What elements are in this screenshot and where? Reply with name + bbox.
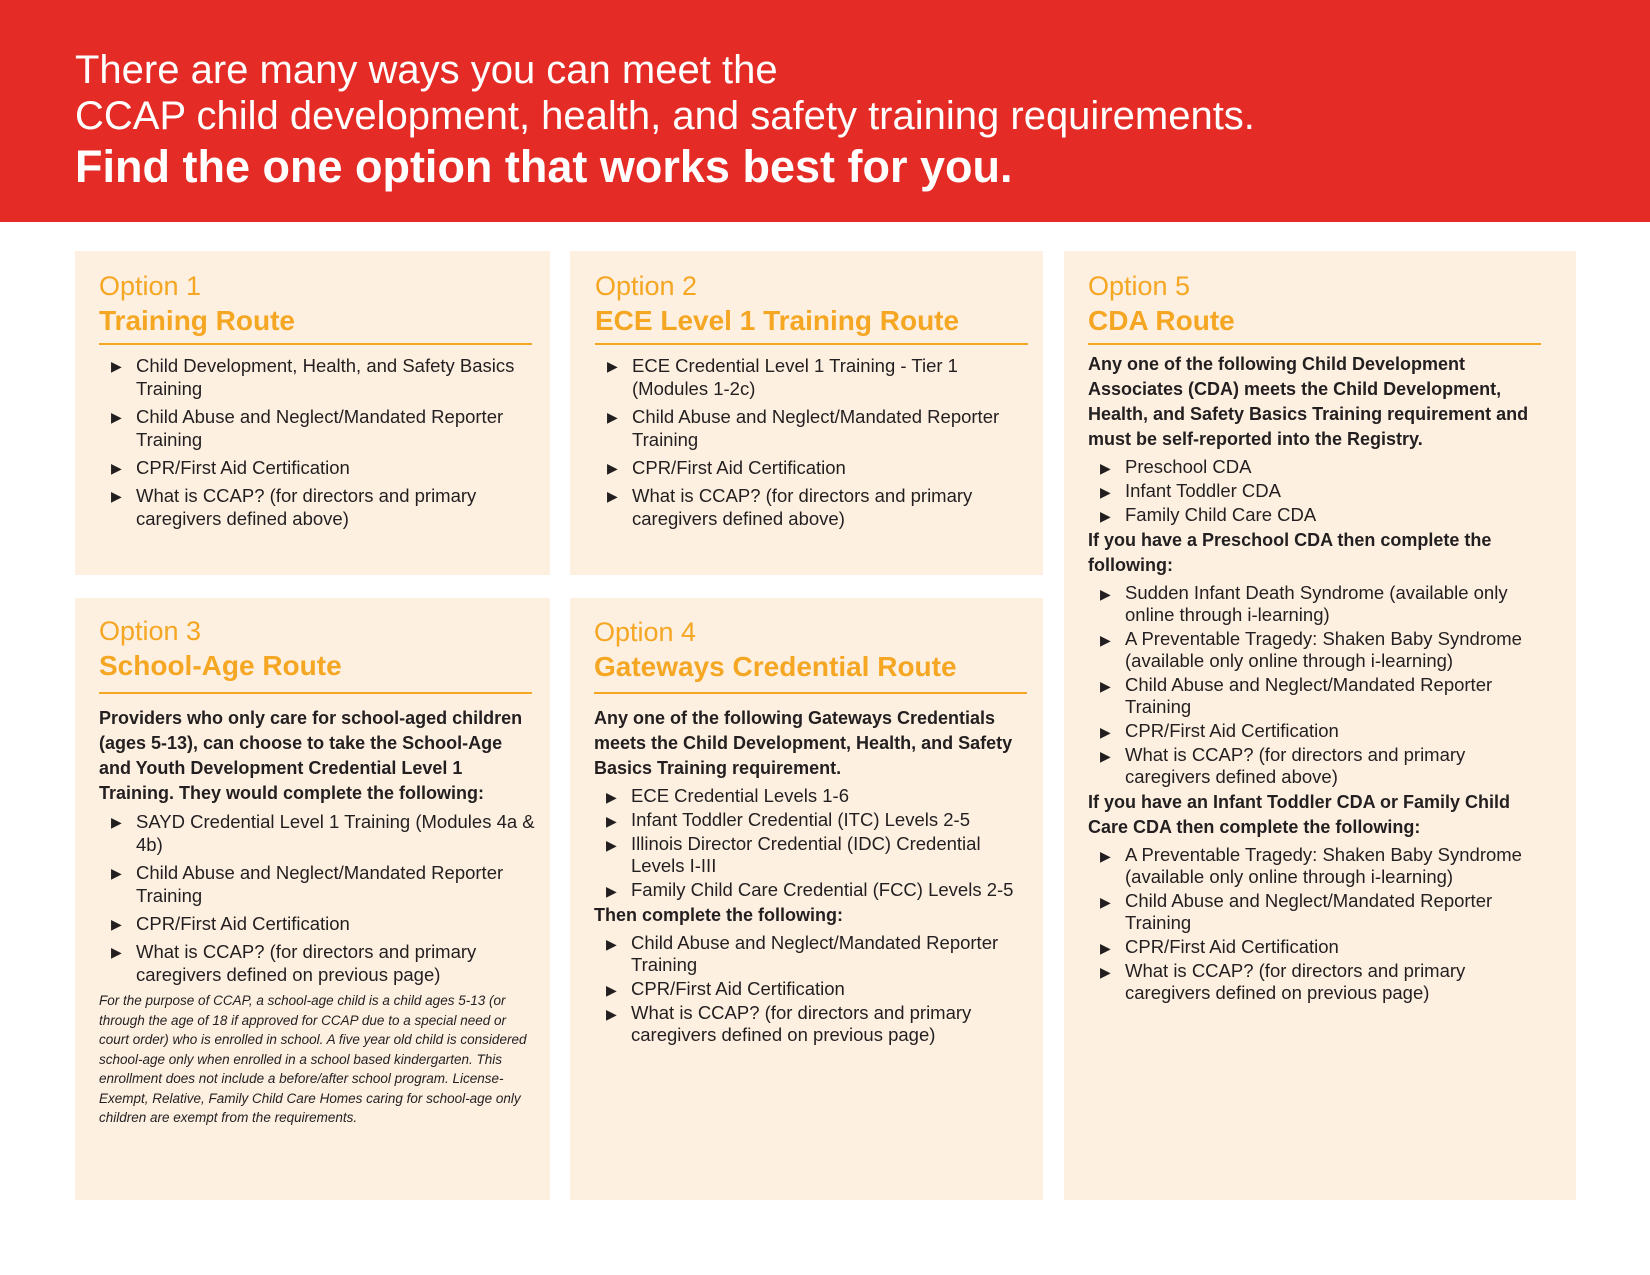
list-item: ▶ What is CCAP? (for directors and primary caregivers defined on previous page) bbox=[606, 1002, 972, 1045]
list-item: ▶ A Preventable Tragedy: Shaken Baby Syndrome (available only online through i-learning) bbox=[1100, 628, 1522, 671]
triangle-bullet-icon: ▶ bbox=[606, 982, 617, 998]
option-5-preschool-heading: If you have a Preschool CDA then complete the following: bbox=[1088, 530, 1492, 575]
list-item: ▶ CPR/First Aid Certification bbox=[111, 913, 350, 934]
option-2-card bbox=[570, 251, 1043, 575]
triangle-bullet-icon: ▶ bbox=[1100, 748, 1111, 764]
option-4-followup-list bbox=[594, 932, 1032, 1046]
option-2-label: Option 2 bbox=[595, 271, 698, 301]
option-2-title: ECE Level 1 Training Route bbox=[595, 305, 960, 336]
triangle-bullet-icon: ▶ bbox=[1100, 894, 1111, 910]
option-4-then-heading: Then complete the following: bbox=[594, 905, 843, 925]
option-3-label: Option 3 bbox=[99, 616, 202, 646]
triangle-bullet-icon: ▶ bbox=[607, 409, 618, 425]
list-item: ▶ What is CCAP? (for directors and primary caregivers defined above) bbox=[1100, 744, 1466, 787]
triangle-bullet-icon: ▶ bbox=[607, 460, 618, 476]
list-item: ▶ Infant Toddler CDA bbox=[1100, 480, 1281, 501]
option-3-list bbox=[99, 810, 535, 986]
option-5-title: CDA Route bbox=[1088, 305, 1235, 336]
triangle-bullet-icon: ▶ bbox=[1100, 964, 1111, 980]
list-item: ▶ Sudden Infant Death Syndrome (available only online through i-learning) bbox=[1100, 582, 1508, 625]
list-item: ▶ CPR/First Aid Certification bbox=[1100, 936, 1339, 957]
list-item: ▶ Preschool CDA bbox=[1100, 456, 1252, 477]
list-item: ▶ Child Abuse and Neglect/Mandated Reporter Training bbox=[111, 406, 504, 450]
triangle-bullet-icon: ▶ bbox=[607, 358, 618, 374]
option-2-list bbox=[595, 354, 1035, 530]
list-item: ▶ CPR/First Aid Certification bbox=[606, 978, 845, 999]
option-3-card bbox=[75, 598, 550, 1200]
option-4-label: Option 4 bbox=[594, 617, 697, 647]
banner-headline: Find the one option that works best for you. bbox=[75, 141, 1013, 192]
option-5-intro: Any one of the following Child Development Associates (CDA) meets the Child Development, Health, and Safety Basics Training requirement and must be self-reported into the Registry. bbox=[1088, 354, 1529, 449]
triangle-bullet-icon: ▶ bbox=[111, 814, 122, 830]
list-item: ▶ Child Abuse and Neglect/Mandated Reporter Training bbox=[111, 862, 504, 906]
option-1-title: Training Route bbox=[99, 305, 295, 336]
triangle-bullet-icon: ▶ bbox=[111, 944, 122, 960]
option-1-list bbox=[99, 354, 539, 530]
option-1-card bbox=[75, 251, 550, 575]
triangle-bullet-icon: ▶ bbox=[1100, 940, 1111, 956]
option-2-divider bbox=[595, 343, 1028, 345]
option-4-title: Gateways Credential Route bbox=[594, 651, 957, 682]
triangle-bullet-icon: ▶ bbox=[1100, 632, 1111, 648]
triangle-bullet-icon: ▶ bbox=[607, 488, 618, 504]
option-5-infant-toddler-heading: If you have an Infant Toddler CDA or Family Child Care CDA then complete the following: bbox=[1088, 792, 1511, 837]
list-item: ▶ ECE Credential Levels 1-6 bbox=[606, 785, 849, 806]
list-item: ▶ ECE Credential Level 1 Training - Tier 1 (Modules 1-2c) bbox=[607, 355, 958, 399]
triangle-bullet-icon: ▶ bbox=[1100, 848, 1111, 864]
option-5-cda-list bbox=[1088, 456, 1554, 526]
list-item: ▶ Child Abuse and Neglect/Mandated Reporter Training bbox=[607, 406, 1000, 450]
triangle-bullet-icon: ▶ bbox=[606, 1006, 617, 1022]
triangle-bullet-icon: ▶ bbox=[1100, 460, 1111, 476]
triangle-bullet-icon: ▶ bbox=[111, 916, 122, 932]
triangle-bullet-icon: ▶ bbox=[1100, 724, 1111, 740]
triangle-bullet-icon: ▶ bbox=[1100, 586, 1111, 602]
banner-line-2: CCAP child development, health, and safety training requirements. bbox=[75, 94, 1255, 138]
triangle-bullet-icon: ▶ bbox=[111, 409, 122, 425]
triangle-bullet-icon: ▶ bbox=[606, 837, 617, 853]
triangle-bullet-icon: ▶ bbox=[1100, 508, 1111, 524]
option-3-title: School-Age Route bbox=[99, 650, 342, 681]
list-item: ▶ Child Development, Health, and Safety Basics Training bbox=[111, 355, 515, 399]
option-3-intro: Providers who only care for school-aged children (ages 5-13), can choose to take the School-Age and Youth Development Credential Level 1 Training. They would complete the following: bbox=[99, 708, 523, 803]
option-4-divider bbox=[594, 692, 1027, 694]
triangle-bullet-icon: ▶ bbox=[606, 936, 617, 952]
triangle-bullet-icon: ▶ bbox=[111, 460, 122, 476]
triangle-bullet-icon: ▶ bbox=[606, 789, 617, 805]
school-age-footnote: For the purpose of CCAP, a school-age child is a child ages 5-13 (or through the age of 18 if approved for CCAP due to a special need or court order) who is enrolled in school. A five year old child is considered school-age only when enrolled in a school based kindergarten. This enrollment does not include a before/after school program. License-Exempt, Relative, Family Child Care Homes caring for school-age only children are exempt from the requirements. bbox=[99, 993, 527, 1125]
list-item: ▶ Family Child Care CDA bbox=[1100, 504, 1317, 525]
list-item: ▶ Child Abuse and Neglect/Mandated Reporter Training bbox=[1100, 890, 1493, 933]
triangle-bullet-icon: ▶ bbox=[1100, 484, 1111, 500]
option-5-preschool-list bbox=[1088, 582, 1554, 788]
option-5-label: Option 5 bbox=[1088, 271, 1191, 301]
list-item: ▶ Child Abuse and Neglect/Mandated Reporter Training bbox=[1100, 674, 1493, 717]
list-item: ▶ Child Abuse and Neglect/Mandated Reporter Training bbox=[606, 932, 999, 975]
triangle-bullet-icon: ▶ bbox=[606, 813, 617, 829]
list-item: ▶ CPR/First Aid Certification bbox=[1100, 720, 1339, 741]
option-4-credentials-list bbox=[594, 785, 1032, 901]
option-4-intro: Any one of the following Gateways Credentials meets the Child Development, Health, and Safety Basics Training requirement. bbox=[594, 708, 1013, 778]
option-1-divider bbox=[99, 343, 532, 345]
triangle-bullet-icon: ▶ bbox=[111, 358, 122, 374]
option-5-divider bbox=[1088, 343, 1541, 345]
list-item: ▶ What is CCAP? (for directors and primary caregivers defined above) bbox=[111, 485, 477, 529]
option-4-card bbox=[570, 598, 1043, 1200]
header-banner bbox=[0, 0, 1650, 222]
list-item: ▶ What is CCAP? (for directors and primary caregivers defined on previous page) bbox=[1100, 960, 1466, 1003]
triangle-bullet-icon: ▶ bbox=[1100, 678, 1111, 694]
option-5-infant-toddler-list bbox=[1088, 844, 1554, 1004]
triangle-bullet-icon: ▶ bbox=[606, 883, 617, 899]
option-5-card bbox=[1064, 251, 1576, 1200]
triangle-bullet-icon: ▶ bbox=[111, 865, 122, 881]
list-item: ▶ A Preventable Tragedy: Shaken Baby Syndrome (available only online through i-learning) bbox=[1100, 844, 1522, 887]
banner-line-1: There are many ways you can meet the bbox=[75, 48, 778, 92]
list-item: ▶ Illinois Director Credential (IDC) Credential Levels I-III bbox=[606, 833, 981, 876]
list-item: ▶ What is CCAP? (for directors and primary caregivers defined above) bbox=[607, 485, 973, 529]
list-item: ▶ SAYD Credential Level 1 Training (Modules 4a & 4b) bbox=[111, 811, 535, 855]
list-item: ▶ CPR/First Aid Certification bbox=[607, 457, 846, 478]
option-1-label: Option 1 bbox=[99, 271, 202, 301]
triangle-bullet-icon: ▶ bbox=[111, 488, 122, 504]
list-item: ▶ Family Child Care Credential (FCC) Levels 2-5 bbox=[606, 879, 1014, 900]
list-item: ▶ What is CCAP? (for directors and primary caregivers defined on previous page) bbox=[111, 941, 477, 985]
option-3-divider bbox=[99, 692, 532, 694]
list-item: ▶ CPR/First Aid Certification bbox=[111, 457, 350, 478]
list-item: ▶ Infant Toddler Credential (ITC) Levels 2-5 bbox=[606, 809, 970, 830]
